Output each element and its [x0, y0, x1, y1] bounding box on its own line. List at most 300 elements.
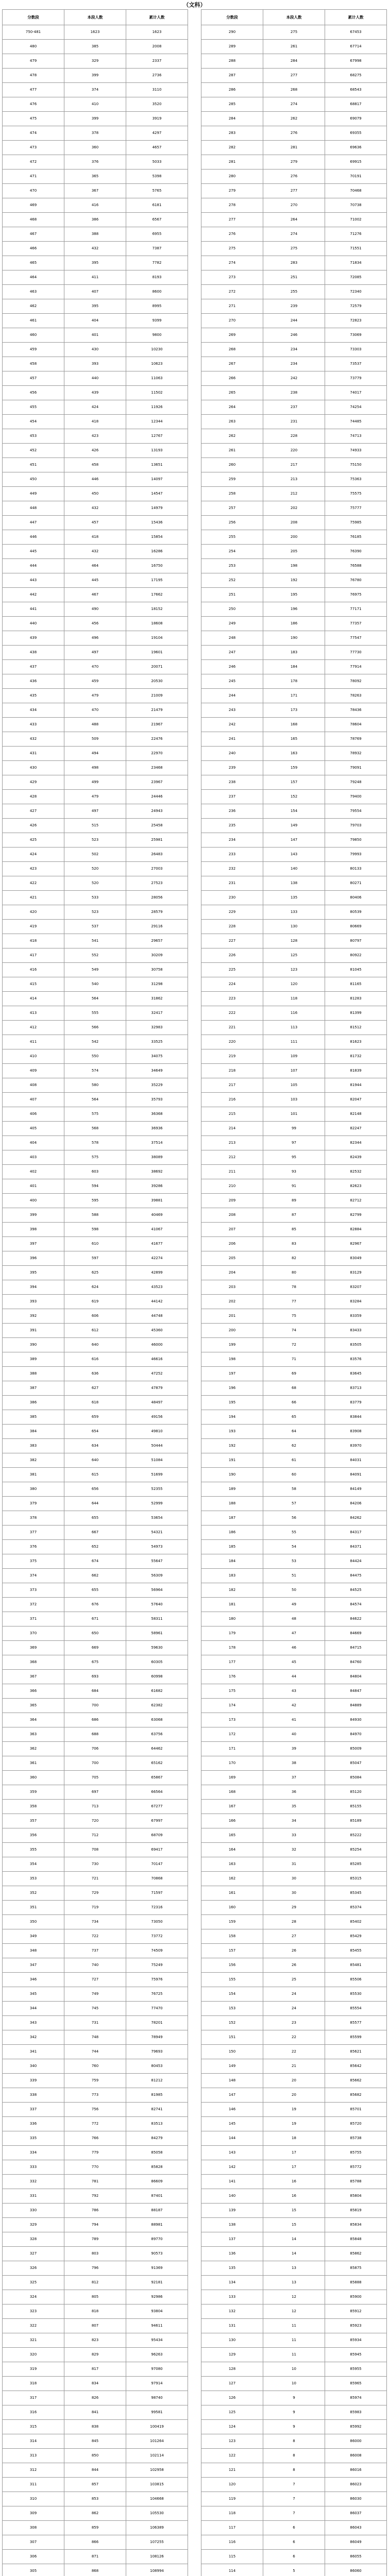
cell-score-range: 205 [201, 1251, 263, 1266]
table-row [201, 2059, 387, 2074]
header-count: 本段人数 [64, 10, 126, 25]
cell-cumulative: 80797 [325, 934, 387, 948]
cell-count: 168 [263, 718, 325, 732]
cell-score-range: 385 [3, 1410, 64, 1425]
cell-count: 27 [263, 1929, 325, 1944]
table-row [3, 2333, 188, 2348]
table-row [201, 1381, 387, 1396]
table-row [201, 198, 387, 213]
cell-count: 712 [64, 1828, 126, 1843]
cell-score-range: 134 [201, 2276, 263, 2290]
cell-score-range: 357 [3, 1814, 64, 1828]
cell-score-range: 370 [3, 1626, 64, 1641]
cell-score-range: 252 [201, 573, 263, 588]
cell-score-range: 229 [201, 905, 263, 920]
table-row [3, 689, 188, 703]
table-row [3, 1655, 188, 1670]
table-row [201, 1929, 387, 1944]
cell-cumulative: 82148 [325, 1107, 387, 1122]
cell-score-range: 169 [201, 1771, 263, 1785]
cell-count: 19 [263, 2117, 325, 2131]
cell-count: 439 [64, 386, 126, 400]
cell-score-range: 196 [201, 1381, 263, 1396]
cell-cumulative: 68543 [325, 83, 387, 97]
table-row [3, 1367, 188, 1381]
cell-cumulative: 15854 [126, 530, 188, 545]
cell-score-range: 175 [201, 1684, 263, 1699]
table-row [201, 1035, 387, 1049]
table-row [201, 934, 387, 948]
cell-cumulative: 34649 [126, 1064, 188, 1078]
cell-score-range: 245 [201, 674, 263, 689]
cell-count: 686 [64, 1713, 126, 1727]
table-row [3, 2362, 188, 2377]
table-row [201, 1425, 387, 1439]
cell-score-range: 139 [201, 2204, 263, 2218]
cell-count: 871 [64, 2550, 126, 2564]
cell-score-range: 337 [3, 2103, 64, 2117]
table-row [3, 1742, 188, 1756]
cell-count: 270 [263, 198, 325, 213]
cell-cumulative: 86609 [126, 2175, 188, 2189]
cell-cumulative: 32417 [126, 1006, 188, 1021]
table-row [201, 2535, 387, 2550]
cell-score-range: 234 [201, 833, 263, 848]
cell-cumulative: 85720 [325, 2117, 387, 2131]
cell-cumulative: 83505 [325, 1338, 387, 1352]
cell-cumulative: 85772 [325, 2160, 387, 2175]
table-row [201, 819, 387, 833]
cell-score-range: 414 [3, 992, 64, 1006]
cell-count: 47 [263, 1626, 325, 1641]
cell-score-range: 469 [3, 198, 64, 213]
cell-score-range: 185 [201, 1540, 263, 1554]
cell-score-range: 128 [201, 2362, 263, 2377]
cell-score-range: 399 [3, 1208, 64, 1223]
cell-count: 744 [64, 2045, 126, 2059]
cell-score-range: 369 [3, 1641, 64, 1655]
cell-cumulative: 83049 [325, 1251, 387, 1266]
cell-count: 458 [64, 458, 126, 472]
cell-score-range: 412 [3, 1021, 64, 1035]
cell-count: 45 [263, 1655, 325, 1670]
table-row [201, 2030, 387, 2045]
cell-count: 23 [263, 2016, 325, 2030]
cell-cumulative: 75249 [126, 1958, 188, 1973]
table-row [3, 934, 188, 948]
cell-count: 376 [64, 155, 126, 170]
cell-score-range: 255 [201, 530, 263, 545]
cell-score-range: 366 [3, 1684, 64, 1699]
cell-score-range: 176 [201, 1670, 263, 1684]
cell-cumulative: 84317 [325, 1526, 387, 1540]
table-row [201, 1396, 387, 1410]
cell-score-range: 388 [3, 1367, 64, 1381]
header-cumulative: 累计人数 [325, 10, 387, 25]
cell-cumulative: 7387 [126, 242, 188, 256]
cell-cumulative: 85554 [325, 2002, 387, 2016]
cell-cumulative: 22476 [126, 732, 188, 747]
cell-cumulative: 52999 [126, 1497, 188, 1511]
cell-count: 12 [263, 2290, 325, 2304]
cell-score-range: 251 [201, 588, 263, 602]
cell-score-range: 135 [201, 2261, 263, 2276]
cell-score-range: 191 [201, 1453, 263, 1468]
table-row [3, 40, 188, 54]
cell-cumulative: 35229 [126, 1078, 188, 1093]
cell-cumulative: 84031 [325, 1453, 387, 1468]
cell-count: 195 [263, 588, 325, 602]
cell-cumulative: 11063 [126, 371, 188, 386]
cell-score-range: 203 [201, 1280, 263, 1295]
cell-score-range: 211 [201, 1165, 263, 1179]
cell-score-range: 448 [3, 501, 64, 516]
title-bar [0, 0, 389, 9]
cell-score-range: 271 [201, 299, 263, 314]
cell-count: 721 [64, 1872, 126, 1886]
table-row [201, 170, 387, 184]
cell-cumulative: 48497 [126, 1396, 188, 1410]
cell-score-range: 389 [3, 1352, 64, 1367]
cell-score-range: 275 [201, 242, 263, 256]
cell-cumulative: 76975 [325, 588, 387, 602]
cell-count: 13 [263, 2261, 325, 2276]
cell-cumulative: 68817 [325, 97, 387, 112]
cell-cumulative: 67277 [126, 1800, 188, 1814]
table-row [201, 2348, 387, 2362]
cell-count: 445 [64, 573, 126, 588]
cell-cumulative: 85682 [325, 2088, 387, 2103]
table-row [3, 2160, 188, 2175]
cell-cumulative: 73050 [126, 1915, 188, 1929]
cell-count: 618 [64, 1396, 126, 1410]
cell-count: 205 [263, 545, 325, 559]
table-row [201, 775, 387, 790]
table-row [3, 1194, 188, 1208]
cell-cumulative: 16286 [126, 545, 188, 559]
table-row [3, 1857, 188, 1872]
cell-count: 143 [263, 848, 325, 862]
cell-score-range: 459 [3, 343, 64, 357]
cell-count: 388 [64, 227, 126, 242]
table-row [201, 112, 387, 126]
table-row [3, 2204, 188, 2218]
cell-score-range: 458 [3, 357, 64, 371]
cell-count: 470 [64, 660, 126, 674]
table-row [201, 2391, 387, 2405]
cell-score-range: 367 [3, 1670, 64, 1684]
cell-cumulative: 85983 [325, 2405, 387, 2420]
cell-count: 719 [64, 1901, 126, 1915]
cell-score-range: 256 [201, 516, 263, 530]
table-row [201, 1497, 387, 1511]
cell-cumulative: 28579 [126, 905, 188, 920]
cell-score-range: 253 [201, 559, 263, 573]
cell-score-range: 373 [3, 1583, 64, 1598]
cell-count: 708 [64, 1843, 126, 1857]
cell-cumulative: 85345 [325, 1886, 387, 1901]
cell-count: 731 [64, 2016, 126, 2030]
cell-score-range: 335 [3, 2131, 64, 2146]
cell-score-range: 143 [201, 2146, 263, 2160]
cell-score-range: 310 [3, 2492, 64, 2506]
table-row [201, 1670, 387, 1684]
cell-cumulative: 85788 [325, 2175, 387, 2189]
table-row [3, 184, 188, 198]
cell-score-range: 328 [3, 2232, 64, 2247]
cell-cumulative: 80133 [325, 862, 387, 876]
cell-count: 57 [263, 1497, 325, 1511]
cell-cumulative: 85934 [325, 2333, 387, 2348]
cell-count: 844 [64, 2463, 126, 2478]
cell-score-range: 262 [201, 429, 263, 444]
cell-cumulative: 43523 [126, 1280, 188, 1295]
table-row [3, 1338, 188, 1352]
cell-cumulative: 85945 [325, 2348, 387, 2362]
page-title: （文科） [183, 2, 206, 8]
cell-score-range: 316 [3, 2405, 64, 2420]
cell-count: 11 [263, 2348, 325, 2362]
table-row [201, 1872, 387, 1886]
cell-count: 33 [263, 1828, 325, 1843]
cell-count: 276 [263, 170, 325, 184]
cell-score-range: 222 [201, 1006, 263, 1021]
cell-count: 404 [64, 314, 126, 328]
cell-cumulative: 4297 [126, 126, 188, 141]
cell-count: 594 [64, 1179, 126, 1194]
cell-score-range: 220 [201, 1035, 263, 1049]
table-row [201, 444, 387, 458]
cell-cumulative: 39881 [126, 1194, 188, 1208]
cell-cumulative: 85912 [325, 2304, 387, 2319]
cell-score-range: 212 [201, 1150, 263, 1165]
cell-count: 749 [64, 1987, 126, 2002]
table-row [3, 25, 188, 40]
cell-score-range: 318 [3, 2377, 64, 2391]
cell-count: 244 [263, 314, 325, 328]
cell-count: 700 [64, 1699, 126, 1713]
cell-cumulative: 108994 [126, 2564, 188, 2576]
cell-score-range: 171 [201, 1742, 263, 1756]
cell-count: 722 [64, 1929, 126, 1944]
cell-count: 805 [64, 2290, 126, 2304]
cell-score-range: 321 [3, 2333, 64, 2348]
table-row [201, 804, 387, 819]
cell-cumulative: 80669 [325, 920, 387, 934]
table-row [201, 2204, 387, 2218]
table-row [3, 2117, 188, 2131]
table-row [3, 1179, 188, 1194]
cell-count: 866 [64, 2535, 126, 2550]
cell-score-range: 230 [201, 891, 263, 905]
cell-count: 520 [64, 862, 126, 876]
table-row [201, 184, 387, 198]
header-score-range: 分数段 [201, 10, 263, 25]
cell-cumulative: 23468 [126, 761, 188, 775]
cell-cumulative: 86060 [325, 2564, 387, 2576]
cell-cumulative: 30758 [126, 963, 188, 977]
cell-cumulative: 24943 [126, 804, 188, 819]
cell-cumulative: 37514 [126, 1136, 188, 1150]
cell-cumulative: 58311 [126, 1612, 188, 1626]
table-row [3, 646, 188, 660]
cell-count: 17 [263, 2146, 325, 2160]
cell-cumulative: 73772 [126, 1929, 188, 1944]
cell-count: 667 [64, 1526, 126, 1540]
cell-score-range: 122 [201, 2449, 263, 2463]
cell-count: 853 [64, 2492, 126, 2506]
table-row [3, 1872, 188, 1886]
cell-cumulative: 85254 [325, 1843, 387, 1857]
cell-score-range: 148 [201, 2074, 263, 2088]
cell-count: 9 [263, 2391, 325, 2405]
cell-score-range: 439 [3, 631, 64, 646]
tables-area [0, 9, 389, 2576]
cell-count: 120 [263, 977, 325, 992]
cell-score-range: 440 [3, 617, 64, 631]
table-row [201, 2290, 387, 2304]
table-row [3, 1266, 188, 1280]
cell-cumulative: 83359 [325, 1309, 387, 1324]
cell-count: 74 [263, 1324, 325, 1338]
table-row [3, 371, 188, 386]
table-row [201, 2434, 387, 2449]
cell-count: 729 [64, 1886, 126, 1901]
table-row [3, 2059, 188, 2074]
table-row [201, 285, 387, 299]
cell-count: 467 [64, 588, 126, 602]
cell-score-range: 319 [3, 2362, 64, 2377]
table-row [3, 1482, 188, 1497]
cell-score-range: 149 [201, 2059, 263, 2074]
table-row [201, 2261, 387, 2276]
cell-score-range: 430 [3, 761, 64, 775]
cell-count: 246 [263, 328, 325, 343]
cell-score-range: 178 [201, 1641, 263, 1655]
table-row [3, 1944, 188, 1958]
cell-cumulative: 104668 [126, 2492, 188, 2506]
cell-score-range: 269 [201, 328, 263, 343]
cell-score-range: 464 [3, 270, 64, 285]
table-row [3, 2348, 188, 2362]
cell-score-range: 382 [3, 1453, 64, 1468]
cell-score-range: 219 [201, 1049, 263, 1064]
cell-count: 426 [64, 444, 126, 458]
cell-count: 111 [263, 1035, 325, 1049]
table-row [3, 1727, 188, 1742]
cell-score-range: 248 [201, 631, 263, 646]
cell-count: 479 [64, 689, 126, 703]
cell-score-range: 406 [3, 1107, 64, 1122]
table-row [201, 588, 387, 602]
cell-count: 238 [263, 386, 325, 400]
score-table-left [2, 9, 188, 2576]
cell-score-range: 322 [3, 2319, 64, 2333]
table-row [3, 97, 188, 112]
cell-score-range: 424 [3, 848, 64, 862]
cell-count: 239 [263, 299, 325, 314]
cell-score-range: 375 [3, 1554, 64, 1569]
table-row [3, 1468, 188, 1482]
cell-count: 105 [263, 1078, 325, 1093]
table-row [201, 213, 387, 227]
cell-count: 610 [64, 1237, 126, 1251]
cell-cumulative: 44142 [126, 1295, 188, 1309]
cell-count: 234 [263, 343, 325, 357]
table-row [3, 516, 188, 530]
table-row [201, 1901, 387, 1915]
cell-score-range: 447 [3, 516, 64, 530]
cell-cumulative: 85955 [325, 2362, 387, 2377]
cell-cumulative: 91369 [126, 2261, 188, 2276]
table-row [3, 1612, 188, 1626]
cell-cumulative: 80539 [325, 905, 387, 920]
cell-count: 51 [263, 1569, 325, 1583]
cell-cumulative: 83513 [126, 2117, 188, 2131]
cell-cumulative: 72579 [325, 299, 387, 314]
table-row [3, 2492, 188, 2506]
table-row [201, 1598, 387, 1612]
cell-score-range: 259 [201, 472, 263, 487]
table-row [201, 602, 387, 617]
cell-count: 173 [263, 703, 325, 718]
table-row [201, 1857, 387, 1872]
cell-cumulative: 78604 [325, 718, 387, 732]
table-row [201, 2492, 387, 2506]
cell-count: 411 [64, 270, 126, 285]
cell-cumulative: 49810 [126, 1425, 188, 1439]
cell-count: 552 [64, 948, 126, 963]
cell-cumulative: 21967 [126, 718, 188, 732]
cell-score-range: 260 [201, 458, 263, 472]
table-row [3, 2074, 188, 2088]
table-row [3, 602, 188, 617]
cell-cumulative: 60998 [126, 1670, 188, 1684]
cell-count: 220 [263, 444, 325, 458]
cell-cumulative: 73303 [325, 343, 387, 357]
cell-cumulative: 85965 [325, 2377, 387, 2391]
cell-score-range: 242 [201, 718, 263, 732]
table-row [3, 83, 188, 97]
cell-score-range: 216 [201, 1093, 263, 1107]
cell-cumulative: 84525 [325, 1583, 387, 1598]
cell-score-range: 434 [3, 703, 64, 718]
table-row [201, 2449, 387, 2463]
cell-score-range: 402 [3, 1165, 64, 1179]
cell-cumulative: 84804 [325, 1670, 387, 1684]
cell-cumulative: 85862 [325, 2247, 387, 2261]
table-row [201, 2247, 387, 2261]
cell-count: 48 [263, 1612, 325, 1626]
cell-cumulative: 77547 [325, 631, 387, 646]
cell-cumulative: 84424 [325, 1554, 387, 1569]
cell-score-range: 160 [201, 1901, 263, 1915]
cell-cumulative: 76185 [325, 530, 387, 545]
table-row [3, 977, 188, 992]
table-row [201, 2088, 387, 2103]
table-row [201, 545, 387, 559]
table-row [3, 1929, 188, 1944]
cell-score-range: 233 [201, 848, 263, 862]
table-row [201, 141, 387, 155]
cell-cumulative: 28056 [126, 891, 188, 905]
header-count: 本段人数 [263, 10, 325, 25]
cell-count: 6 [263, 2521, 325, 2535]
table-row [201, 1150, 387, 1165]
cell-count: 395 [64, 299, 126, 314]
cell-score-range: 285 [201, 97, 263, 112]
table-row [3, 328, 188, 343]
